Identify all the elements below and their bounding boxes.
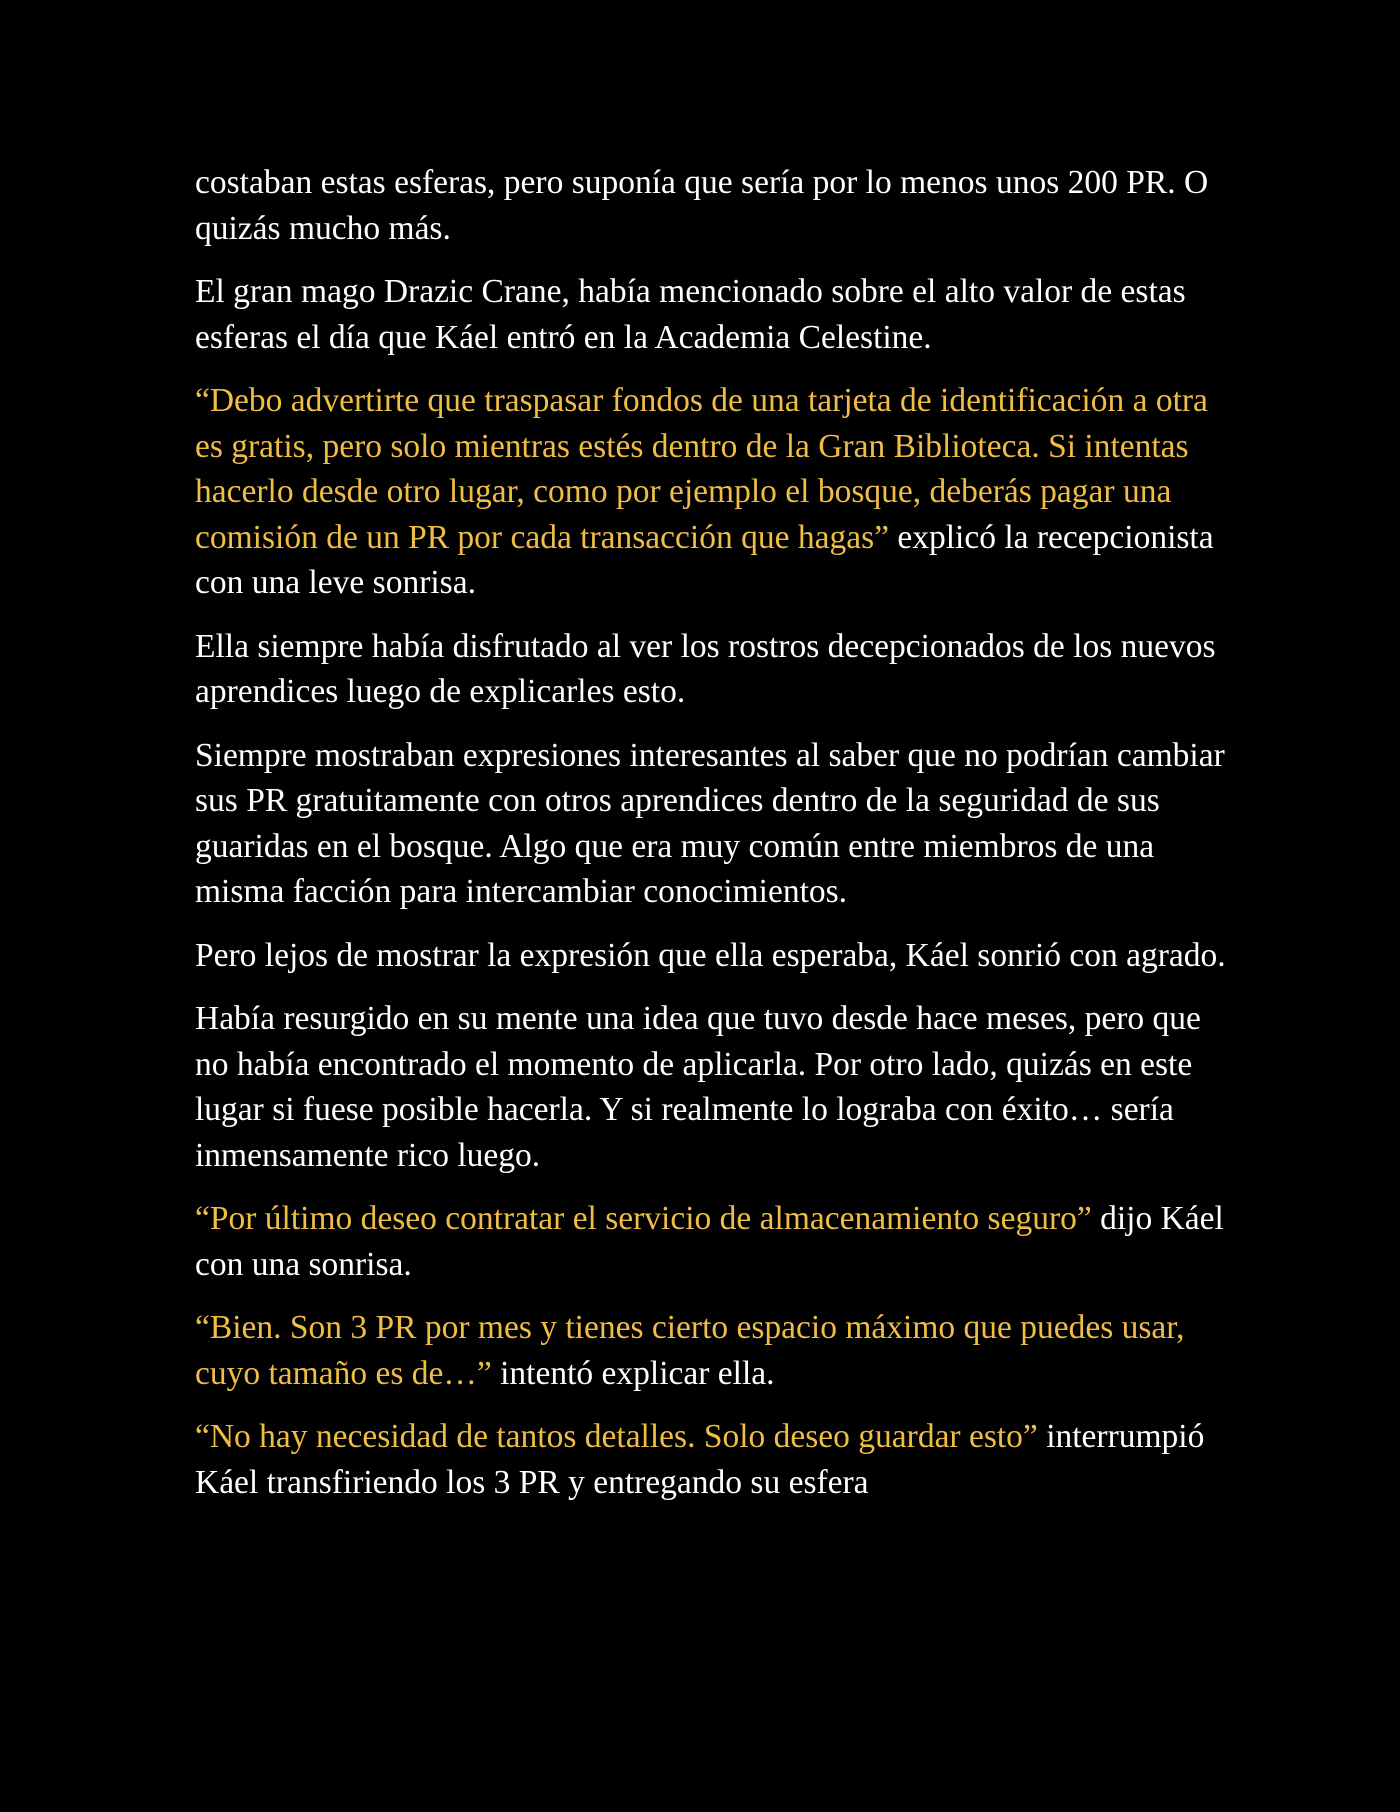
narration-text: Siempre mostraban expresiones interesantes al saber que no podrían cambiar sus PR gratuitamente con otros aprendices dentro de la seguridad de sus guaridas en el bosque. Algo que era muy común entre miembros de una misma facción para intercambiar conocimientos. [195, 736, 1225, 910]
paragraph-5 [195, 733, 1230, 915]
dialogue-text: “Bien. Son 3 PR por mes y tienes cierto espacio máximo que puedes usar, cuyo tamaño es de…” [195, 1309, 1185, 1392]
narration-text: Ella siempre había disfrutado al ver los rostros decepcionados de los nuevos aprendices luego de explicarles esto. [195, 627, 1216, 710]
paragraph-3 [195, 378, 1230, 606]
narration-text: Pero lejos de mostrar la expresión que ella esperaba, Káel sonrió con agrado. [195, 936, 1226, 974]
paragraph-9 [195, 1305, 1230, 1396]
narration-text: interrumpió Káel transfiriendo los 3 PR y entregando su esfera [195, 1418, 1205, 1501]
narration-text: costaban estas esferas, pero suponía que sería por lo menos unos 200 PR. O quizás mucho más. [195, 164, 1209, 247]
text-column [195, 160, 1230, 1523]
paragraph-4 [195, 624, 1230, 715]
narration-text: explicó la recepcionista con una leve sonrisa. [195, 518, 1214, 601]
dialogue-text: “No hay necesidad de tantos detalles. Solo deseo guardar esto” [195, 1418, 1038, 1455]
dialogue-text: “Debo advertirte que traspasar fondos de una tarjeta de identificación a otra es gratis, pero solo mientras estés dentro de la Gran Biblioteca. Si intentas hacerlo desde otro lugar, como por ejemplo el bosque, deberás pagar una comisión de un PR por cada transacción que hagas” [195, 382, 1208, 556]
narration-text: dijo Káel con una sonrisa. [195, 1200, 1224, 1283]
paragraph-8 [195, 1196, 1230, 1287]
paragraph-6 [195, 933, 1230, 979]
paragraph-7 [195, 996, 1230, 1178]
narration-text: Había resurgido en su mente una idea que tuvo desde hace meses, pero que no había encontrado el momento de aplicarla. Por otro lado, quizás en este lugar si fuese posible hacerla. Y si realmente lo lograba con éxito… sería inmensamente rico luego. [195, 1000, 1201, 1174]
narration-text: intentó explicar ella. [491, 1354, 775, 1392]
paragraph-2 [195, 269, 1230, 360]
narration-text: El gran mago Drazic Crane, había mencionado sobre el alto valor de estas esferas el día que Káel entró en la Academia Celestine. [195, 273, 1186, 356]
paragraph-1 [195, 160, 1230, 251]
paragraph-10 [195, 1414, 1230, 1505]
dialogue-text: “Por último deseo contratar el servicio de almacenamiento seguro” [195, 1200, 1092, 1237]
